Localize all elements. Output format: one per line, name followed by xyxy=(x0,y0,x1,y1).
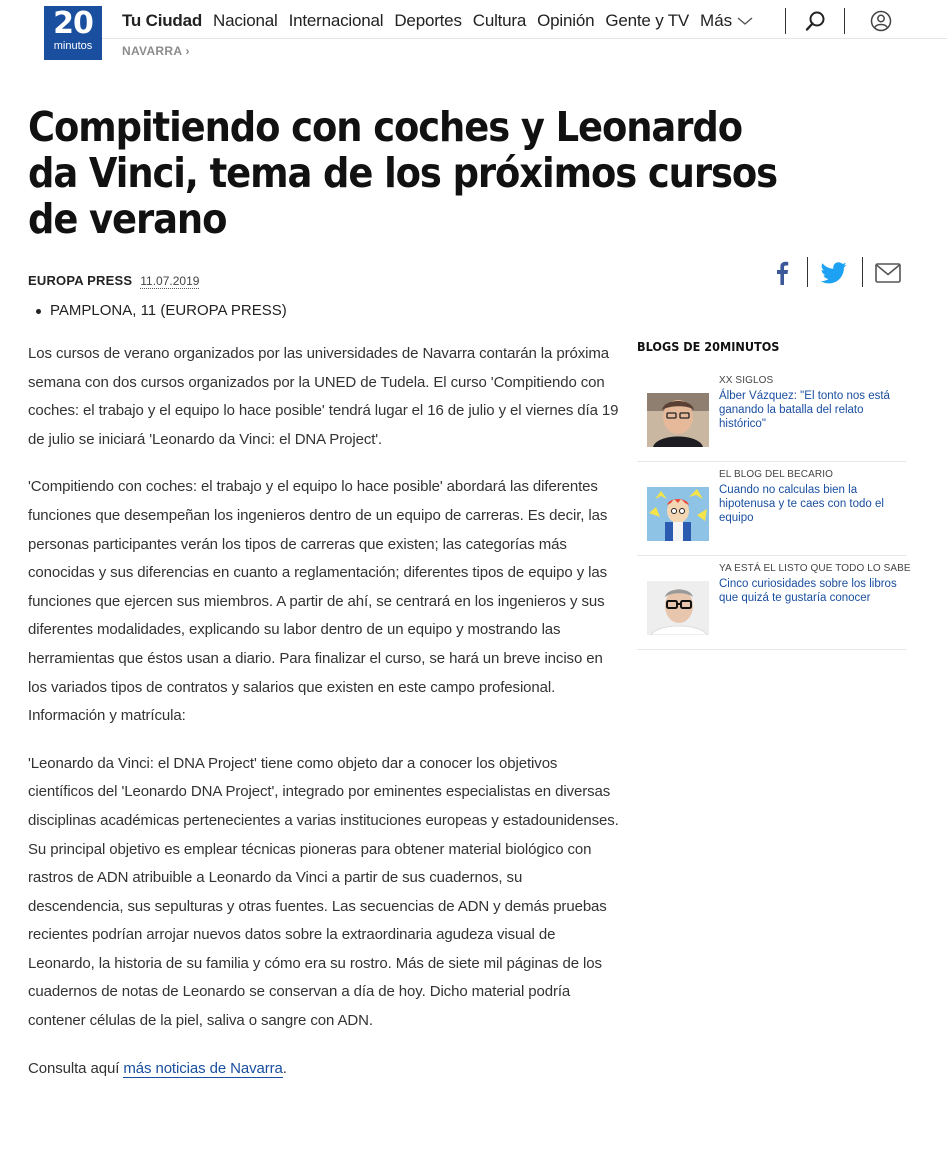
share-twitter-button[interactable] xyxy=(819,258,849,288)
share-divider xyxy=(862,257,863,287)
facebook-icon xyxy=(775,261,789,285)
blog-thumbnail[interactable] xyxy=(647,393,709,447)
user-icon xyxy=(870,10,892,32)
email-icon xyxy=(875,263,901,283)
article-highlights xyxy=(36,302,287,319)
nav-item-gente-y-tv[interactable]: Gente y TV xyxy=(605,11,690,30)
blog-category[interactable]: XX SIGLOS xyxy=(719,375,774,386)
blog-title[interactable]: Cinco curiosidades sobre los libros que quizá te gustaría conocer xyxy=(719,578,897,604)
search-button[interactable] xyxy=(804,9,828,33)
share-email-button[interactable] xyxy=(873,258,903,288)
more-news-prefix: Consulta aquí xyxy=(28,1059,124,1077)
blog-category[interactable]: YA ESTÁ EL LISTO QUE TODO LO SABE xyxy=(719,563,911,574)
blog-item[interactable] xyxy=(637,465,906,556)
nav-more-label: Más xyxy=(700,11,733,30)
blog-thumbnail[interactable] xyxy=(647,487,709,541)
nav-item-opinion[interactable]: Opinión xyxy=(537,11,595,30)
nav-item-deportes[interactable]: Deportes xyxy=(394,11,462,30)
nav-item-nacional[interactable]: Nacional xyxy=(213,11,278,30)
chevron-down-icon xyxy=(737,16,753,26)
more-news-line xyxy=(28,1055,620,1084)
nav-more-button[interactable] xyxy=(700,11,753,31)
article-author: EUROPA PRESS xyxy=(28,273,133,288)
more-news-link[interactable]: más noticias de Navarra xyxy=(123,1059,283,1077)
article-body xyxy=(28,340,620,1102)
logo-word: minutos xyxy=(53,40,93,52)
more-news-suffix: . xyxy=(282,1059,287,1077)
site-logo[interactable] xyxy=(44,6,102,60)
nav-divider xyxy=(844,8,845,34)
highlight-item: PAMPLONA, 11 (EUROPA PRESS) xyxy=(36,302,287,319)
nav-item-tu-ciudad[interactable]: Tu Ciudad xyxy=(122,11,203,30)
share-divider xyxy=(807,257,808,287)
search-icon xyxy=(805,10,827,32)
nav-item-internacional[interactable]: Internacional xyxy=(288,11,384,30)
blog-title[interactable]: Álber Vázquez: "El tonto nos está ganando la batalla del relato histórico" xyxy=(719,390,890,430)
article-paragraph: 'Leonardo da Vinci: el DNA Project' tiene como objeto dar a conocer los objetivos científicos del 'Leonardo DNA Project', integrado por eminentes especialistas en diversas disciplinas académicas pertenecientes a varias instituciones europeas y estadounidenses. Su principal objetivo es emplear técnicas pioneras para obtener material biológico con rastros de ADN atribuible a Leonardo da Vinci a partir de sus cuadernos, su descendencia, sus sepulturas y otras fuentes. Las secuencias de ADN y demás pruebas recientes podrían arrojar nuevos datos sobre la extraordinaria agudeza visual de Leonardo, la historia de su familia y cómo era su rostro. Más de siete mil páginas de los cuadernos de notas de Leonardo se conservan a día de hoy. Dicho material podría contener células de la piel, saliva o sangre con ADN. xyxy=(28,754,619,1030)
breadcrumb[interactable]: NAVARRA › xyxy=(122,44,190,58)
blog-title[interactable]: Cuando no calculas bien la hipotenusa y te caes con todo el equipo xyxy=(719,484,884,524)
share-facebook-button[interactable] xyxy=(768,258,796,288)
byline xyxy=(28,273,199,289)
blogs-sidebar xyxy=(637,340,911,650)
article-paragraph: Los cursos de verano organizados por las universidades de Navarra contarán la próxima semana con dos cursos organizados por la UNED de Tudela. El curso 'Compitiendo con coches: el trabajo y el equipo lo hace posible' tendrá lugar el 16 de julio y el viernes día 19 de julio se iniciará 'Leonardo da Vinci: el DNA Project'. xyxy=(28,345,619,448)
article-paragraph: 'Compitiendo con coches: el trabajo y el equipo lo hace posible' abordará las diferentes funciones que desempeñan los ingenieros dentro de un equipo de carreras. Es decir, las personas participantes verán los tipos de carreras que existen; las categorías más conocidas y sus diferencias en cuanto a reglamentación; diferentes tipos de equipo y las funciones que ejercen sus miembros. A partir de ahí, se centrará en los ingenieros y sus diferentes modalidades, explicando su labor dentro de un equipo y mostrando las herramientas que éstos usan a diario. Para finalizar el curso, se hará un breve inciso en los variados tipos de contratos y salarios que existen en este campo profesional. Información y matrícula: xyxy=(28,478,608,725)
nav-divider xyxy=(785,8,786,34)
blog-item[interactable] xyxy=(637,559,911,650)
blog-category[interactable]: EL BLOG DEL BECARIO xyxy=(719,469,833,480)
user-account-button[interactable] xyxy=(869,9,893,33)
main-nav xyxy=(122,9,753,33)
blog-item[interactable] xyxy=(637,371,906,462)
article-title: Compitiendo con coches y Leonardo da Vinci, tema de los próximos cursos de verano xyxy=(28,103,778,243)
twitter-icon xyxy=(821,262,847,284)
header-divider xyxy=(102,38,947,39)
nav-item-cultura[interactable]: Cultura xyxy=(472,11,527,30)
sidebar-heading: BLOGS DE 20MINUTOS xyxy=(637,340,780,354)
article-date: 11.07.2019 xyxy=(140,274,200,288)
blog-thumbnail[interactable] xyxy=(647,581,709,635)
logo-number: 20 xyxy=(53,6,93,41)
